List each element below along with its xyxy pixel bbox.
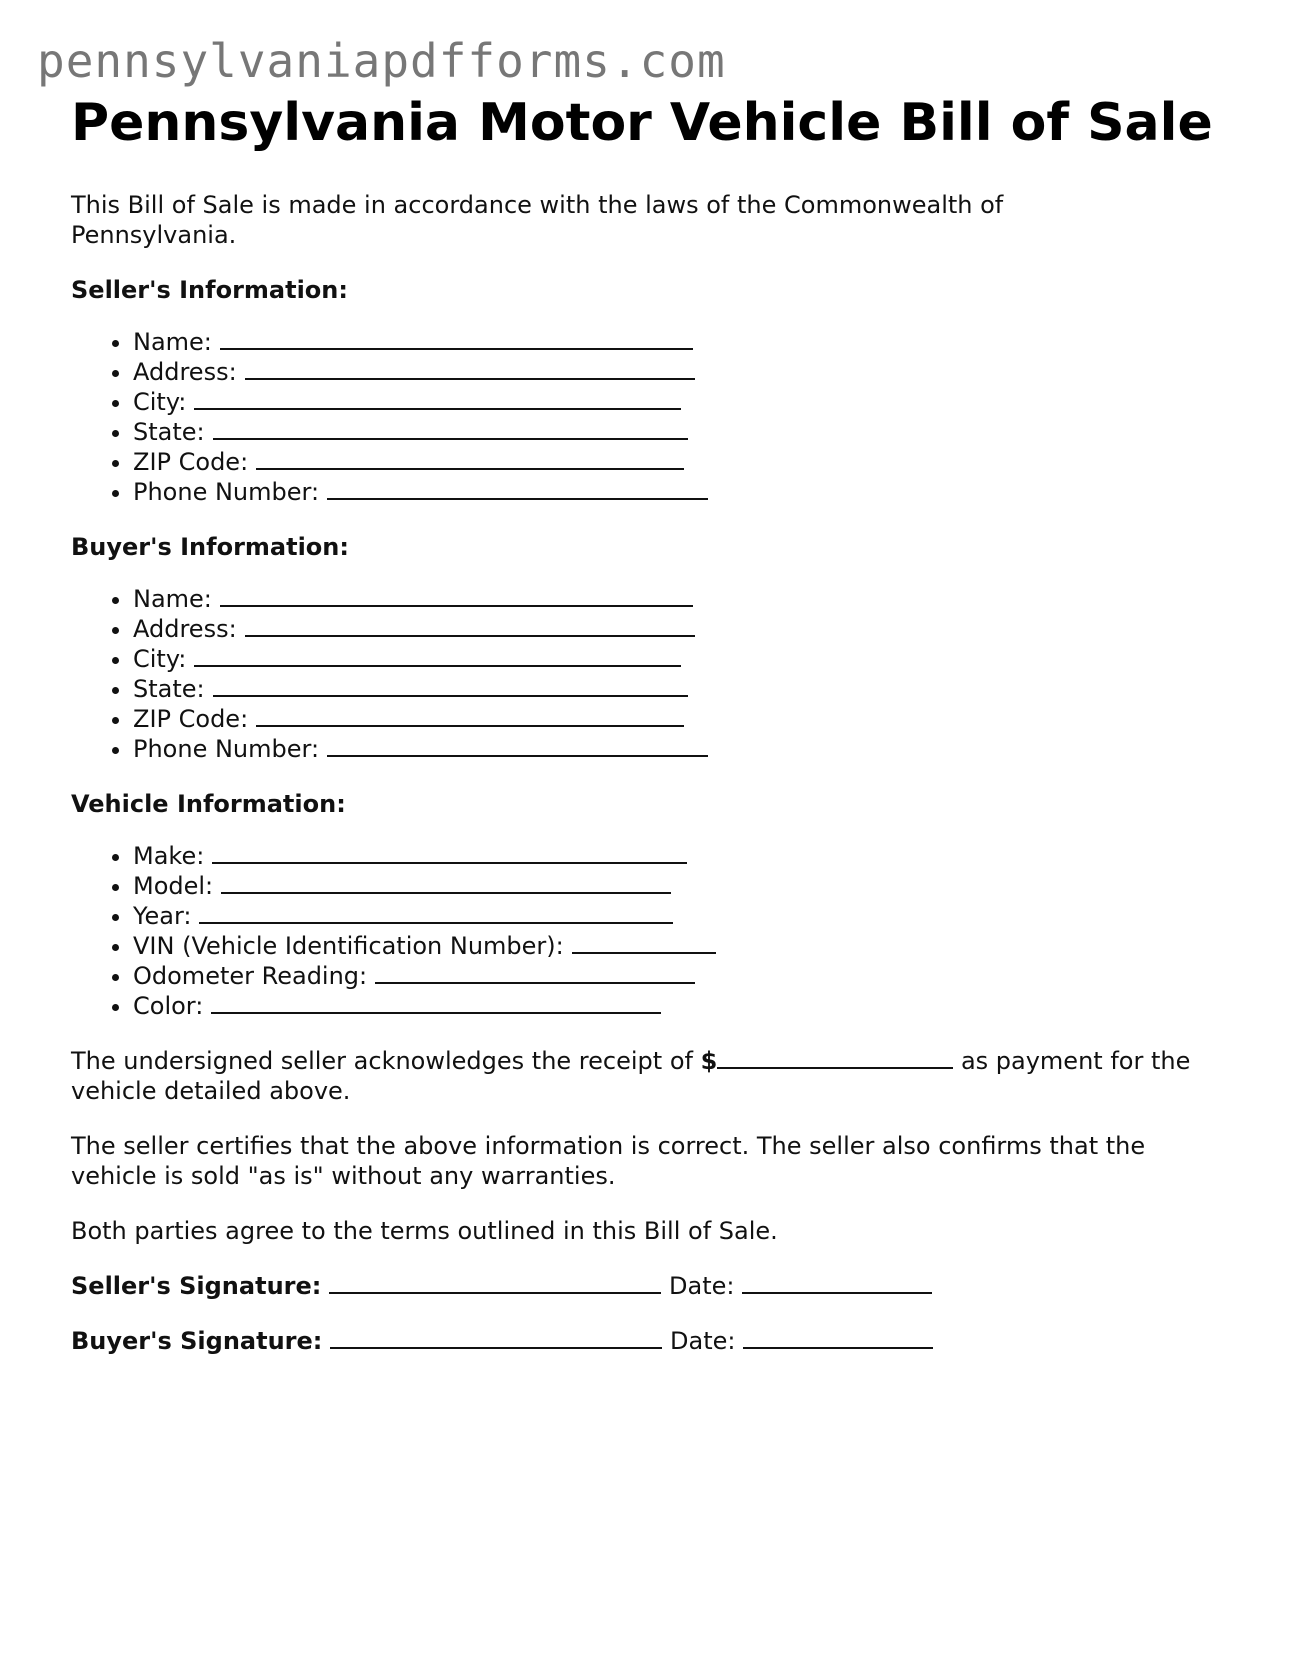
buyer-phone-blank[interactable] [327,754,708,757]
payment-prefix: The undersigned seller acknowledges the receipt of [71,1047,693,1075]
buyer-name-item [133,584,1231,614]
buyer-signature-row [71,1326,1231,1356]
buyer-state-item [133,674,1231,704]
seller-zip-item [133,447,1231,477]
field-label: State: [133,675,205,703]
currency-symbol: $ [700,1047,718,1075]
document [71,92,1231,1356]
field-label: VIN (Vehicle Identification Number): [133,932,564,960]
seller-heading: Seller's Information: [71,276,348,304]
seller-address-item [133,357,1231,387]
vehicle-heading: Vehicle Information: [71,790,346,818]
vehicle-odometer-blank[interactable] [375,981,695,984]
seller-city-blank[interactable] [194,407,681,410]
vehicle-vin-item [133,931,1231,961]
buyer-name-blank[interactable] [220,604,693,607]
intro-paragraph: This Bill of Sale is made in accordance with the laws of the Commonwealth of Pennsylvania. [71,191,1004,249]
vehicle-vin-blank[interactable] [572,951,716,954]
seller-date-blank[interactable] [742,1291,932,1294]
buyer-city-item [133,644,1231,674]
vehicle-make-item [133,841,1231,871]
date-label: Date: [670,1327,736,1355]
buyer-fields-list [71,584,1231,764]
agreement-paragraph: Both parties agree to the terms outlined in this Bill of Sale. [71,1217,778,1245]
field-label: Odometer Reading: [133,962,368,990]
field-label: ZIP Code: [133,448,249,476]
vehicle-model-item [133,871,1231,901]
document-title: Pennsylvania Motor Vehicle Bill of Sale [71,93,1213,153]
buyer-city-blank[interactable] [194,664,681,667]
field-label: ZIP Code: [133,705,249,733]
field-label: Phone Number: [133,735,320,763]
field-label: State: [133,418,205,446]
buyer-date-blank[interactable] [743,1346,933,1349]
seller-address-blank[interactable] [245,377,695,380]
certification-paragraph: The seller certifies that the above information is correct. The seller also confirms that the vehicle is sold "as is" without any warranties. [71,1132,1146,1190]
buyer-heading: Buyer's Information: [71,533,349,561]
seller-name-blank[interactable] [220,347,693,350]
buyer-state-blank[interactable] [213,694,688,697]
watermark: pennsylvaniapdfforms.com [37,34,726,88]
vehicle-make-blank[interactable] [212,861,687,864]
vehicle-year-blank[interactable] [199,921,673,924]
payment-paragraph [71,1046,1231,1106]
seller-state-item [133,417,1231,447]
field-label: Phone Number: [133,478,320,506]
field-label: Year: [133,902,192,930]
buyer-address-blank[interactable] [245,634,695,637]
buyer-phone-item [133,734,1231,764]
vehicle-fields-list [71,841,1231,1021]
vehicle-year-item [133,901,1231,931]
field-label: Address: [133,615,237,643]
field-label: Name: [133,328,212,356]
seller-zip-blank[interactable] [256,467,684,470]
field-label: City: [133,645,187,673]
payment-suffix: as payment for the vehicle detailed above. [71,1047,1191,1105]
field-label: Name: [133,585,212,613]
seller-signature-row [71,1271,1231,1301]
seller-fields-list [71,327,1231,507]
seller-state-blank[interactable] [213,437,688,440]
seller-city-item [133,387,1231,417]
seller-phone-blank[interactable] [327,497,708,500]
field-label: Address: [133,358,237,386]
seller-phone-item [133,477,1231,507]
field-label: Make: [133,842,205,870]
field-label: City: [133,388,187,416]
buyer-signature-label: Buyer's Signature: [71,1327,323,1355]
buyer-signature-blank[interactable] [330,1346,662,1349]
vehicle-odometer-item [133,961,1231,991]
seller-signature-label: Seller's Signature: [71,1272,322,1300]
vehicle-color-item [133,991,1231,1021]
vehicle-model-blank[interactable] [221,891,671,894]
field-label: Color: [133,992,204,1020]
field-label: Model: [133,872,214,900]
seller-signature-blank[interactable] [329,1291,661,1294]
vehicle-color-blank[interactable] [211,1011,661,1014]
seller-name-item [133,327,1231,357]
buyer-zip-item [133,704,1231,734]
date-label: Date: [669,1272,735,1300]
buyer-zip-blank[interactable] [256,724,684,727]
buyer-address-item [133,614,1231,644]
payment-amount-blank[interactable] [717,1066,953,1069]
